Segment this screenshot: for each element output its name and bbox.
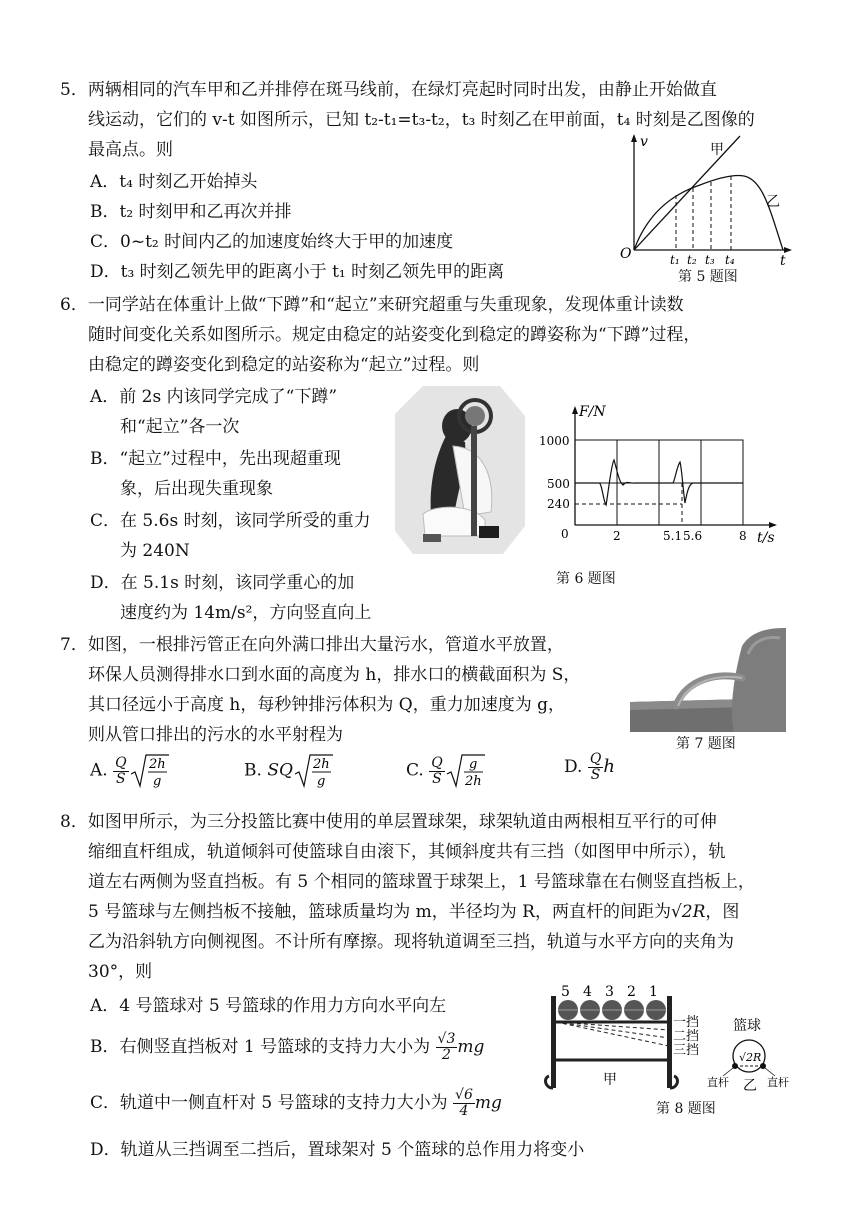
q5-vt-graph <box>618 130 798 269</box>
q7-d-frac-q-s: $\frac{Q}{S}$ <box>589 751 602 783</box>
q6-tick-8: 8 <box>739 529 747 543</box>
q7-a-sqrt <box>129 752 169 790</box>
q7-option-d: D. $\frac{Q}{S}$ h <box>564 751 615 783</box>
q8-option-b: B．右侧竖直挡板对 1 号篮球的支持力大小为 $\frac{√3}{2}$ mg <box>90 1031 485 1063</box>
q5-stem-line3: 最高点。则 <box>88 140 173 160</box>
q6-option-d-line2: 速度约为 14m/s²，方向竖直向上 <box>120 603 372 623</box>
q6-stem-line1: 6．一同学站在体重计上做“下蹲”和“起立”来研究超重与失重现象，发现体重计读数 <box>60 295 684 315</box>
q8-stem-line5: 乙为沿斜轨方向侧视图。不计所有摩擦。现将轨道调至三挡，轨道与水平方向的夹角为 <box>88 932 734 952</box>
q6-label-ts: t/s <box>757 530 775 546</box>
q6-tick-240: 240 <box>547 497 570 511</box>
q6-tick-1000: 1000 <box>539 434 570 448</box>
svg-text:2h: 2h <box>464 774 482 789</box>
q6-stem-line2: 随时间变化关系如图所示。规定由稳定的站姿变化到稳定的蹲姿称为“下蹲”过程， <box>88 325 701 345</box>
q6-tick-500: 500 <box>547 477 570 491</box>
svg-text:g: g <box>152 774 161 789</box>
q7-c-frac-q-s: $\frac{Q}{S}$ <box>431 754 443 787</box>
q7-b-sqrt <box>293 752 333 790</box>
q5-label-t4: t₄ <box>725 253 735 267</box>
q8-option-a: A．4 号篮球对 5 号篮球的作用力方向水平向左 <box>90 996 447 1016</box>
q8-stem-line2: 缩细直杆组成，轨道倾斜可使篮球自由滚下，其倾斜度共有三挡（如图甲中所示），轨 <box>88 842 726 862</box>
q6-tick-0: 0 <box>561 527 569 541</box>
q5-curve-jia <box>634 136 740 250</box>
q5-label-jia: 甲 <box>710 142 724 158</box>
q5-label-t1: t₁ <box>670 253 680 267</box>
q5-option-b: B．t₂ 时刻甲和乙再次并排 <box>90 202 292 222</box>
q5-caption: 第 5 题图 <box>678 269 738 285</box>
q8-label-rod-right: 直杆 <box>767 1076 789 1089</box>
q5-option-d: D．t₃ 时刻乙领先甲的距离小于 t₁ 时刻乙领先甲的距离 <box>90 262 505 282</box>
q8-ball-number-2: 2 <box>627 984 636 1000</box>
q6-option-c-line1: C．在 5.6s 时刻，该同学所受的重力 <box>90 511 371 531</box>
q8-ball-number-1: 1 <box>649 984 658 1000</box>
q6-stem-line3: 由稳定的蹲姿变化到稳定的站姿称为“起立”过程。则 <box>88 355 480 375</box>
q8-side-view-figure <box>705 1018 791 1092</box>
q5-label-t: t <box>780 253 786 269</box>
q6-option-a-line1: A．前 2s 内该同学完成了“下蹲” <box>90 387 338 407</box>
q8-ball-rack-figure <box>535 982 705 1098</box>
q5-label-t3: t₃ <box>705 253 715 267</box>
q8-label-sqrt2r: √2R <box>739 1051 762 1064</box>
svg-text:2h: 2h <box>148 757 166 772</box>
q5-label-o: O <box>620 246 632 262</box>
q6-tick-56: 5.6 <box>683 529 703 543</box>
q8-label-rod-left: 直杆 <box>707 1076 729 1089</box>
q7-option-b: B. SQ 2h g <box>244 752 333 790</box>
q6-option-b-line1: B．“起立”过程中，先出现超重现 <box>90 449 341 469</box>
q8-caption: 第 8 题图 <box>656 1101 716 1117</box>
q5-option-c: C．0~t₂ 时间内乙的加速度始终大于甲的加速度 <box>90 232 454 252</box>
q5-stem-line1: 5．两辆相同的汽车甲和乙并排停在斑马线前，在绿灯亮起时同时出发，由静止开始做直 <box>60 80 717 100</box>
q8-label-ball: 篮球 <box>733 1018 761 1034</box>
q8-ball-number-5: 5 <box>561 984 570 1000</box>
q8-option-d: D．轨道从三挡调至二挡后，置球架对 5 个篮球的总作用力将变小 <box>90 1140 585 1160</box>
q8-gear-2-label: 二挡 <box>673 1029 700 1044</box>
q7-stem-line3: 其口径远小于高度 h，每秒钟排污体积为 Q，重力加速度为 g， <box>88 695 565 715</box>
q7-sewage-photo <box>630 628 786 732</box>
q8-stem-line3: 道左右两侧为竖直挡板。有 5 个相同的篮球置于球架上，1 号篮球靠在右侧竖直挡板上， <box>88 872 755 892</box>
q8-stem-line4: 5 号篮球与左侧挡板不接触，篮球质量均为 m，半径均为 R，两直杆的间距为√2R，图 <box>88 902 740 922</box>
q5-option-a: A．t₄ 时刻乙开始掉头 <box>90 172 258 192</box>
q6-tick-51: 5.1 <box>663 529 683 543</box>
q5-label-v: v <box>640 134 648 150</box>
q6-option-d-line1: D．在 5.1s 时刻，该同学重心的加 <box>90 573 355 593</box>
q7-c-sqrt <box>445 752 485 790</box>
q7-caption: 第 7 题图 <box>676 736 736 752</box>
q8-label-jia: 甲 <box>603 1072 617 1088</box>
q8-ball-number-3: 3 <box>605 984 614 1000</box>
q8-option-c: C．轨道中一侧直杆对 5 号篮球的支持力大小为 $\frac{√6}{4}$ mg <box>90 1087 502 1119</box>
q7-option-c: C. $\frac{Q}{S}$ g 2h <box>406 752 485 790</box>
q5-label-yi: 乙 <box>766 194 780 210</box>
q5-curve-yi <box>634 175 783 250</box>
q7-stem-line4: 则从管口排出的污水的水平射程为 <box>88 725 343 745</box>
svg-text:2h: 2h <box>312 757 330 772</box>
q8-stem-line1: 8．如图甲所示，为三分投篮比赛中使用的单层置球架，球架轨道由两根相互平行的可伸 <box>60 812 717 832</box>
svg-text:g: g <box>316 774 326 789</box>
svg-text:g: g <box>468 757 478 772</box>
q6-option-a-line2: 和“起立”各一次 <box>120 417 240 437</box>
q7-option-a: A. $\frac{Q}{S}$ 2h g <box>90 752 169 790</box>
q8-gear-1-label: 一挡 <box>673 1015 700 1030</box>
q7-a-frac-q-s: $\frac{Q}{S}$ <box>115 754 127 787</box>
q6-option-b-line2: 象，后出现失重现象 <box>120 479 273 499</box>
q5-label-t2: t₂ <box>687 253 697 267</box>
q6-label-fn: F/N <box>579 404 606 420</box>
q5-stem-line2: 线运动，它们的 v-t 如图所示，已知 t₂-t₁=t₃-t₂，t₃ 时刻乙在甲前面，t₄ 时刻是乙图像的 <box>88 110 755 130</box>
q6-squatting-person-photo <box>395 386 525 554</box>
q8-stem-line6: 30°，则 <box>88 962 153 982</box>
q6-ft-graph <box>535 400 795 570</box>
q6-option-c-line2: 为 240N <box>120 541 190 561</box>
q8-ball-number-4: 4 <box>583 984 592 1000</box>
q8-label-yi: 乙 <box>743 1078 757 1094</box>
q6-tick-2: 2 <box>613 529 621 543</box>
q6-caption: 第 6 题图 <box>556 571 616 587</box>
q7-stem-line2: 环保人员测得排水口到水面的高度为 h，排水口的横截面积为 S， <box>88 665 581 685</box>
q7-stem-line1: 7．如图，一根排污管正在向外满口排出大量污水，管道水平放置， <box>60 635 564 655</box>
q8-gear-3-label: 三挡 <box>673 1043 700 1058</box>
